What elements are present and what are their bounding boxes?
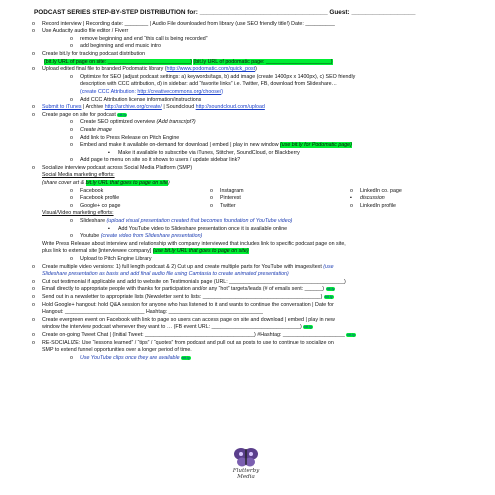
step-audacity: o Use Audacity audio file editor / Fiverr (32, 28, 129, 35)
butterfly-icon (233, 446, 259, 468)
step-create-page: o Create page on site for podcast bit.ly (32, 111, 127, 118)
press-upload: o Upload to Pitch Engine Library (70, 256, 152, 262)
document-body (22, 9, 482, 362)
bitly-podomatic-highlight: (bit.ly URL of podomatic page: ______________________) (193, 58, 333, 65)
itunes-link[interactable]: Submit to iTunes (42, 104, 82, 111)
smm-row-2: o Facebook profile o Pinterest ▪ discussion (70, 195, 385, 202)
smm-heading: Social Media marketing efforts: (42, 172, 115, 179)
bitly-site-highlight: (bit.ly URL of page on site: ____________________________) (44, 58, 192, 65)
step-hangout-cont: Hangout: ___________________________ Hashtag: ________________________________ (42, 309, 263, 316)
substep-seo-cont: description with CCC attribution, d) in sidebar: add “favorite links” i.e. Twitter, FB, download from Slideshare… (80, 81, 337, 88)
smm-row-1: o Facebook o Instagram o LinkedIn co. page (70, 187, 402, 194)
step-upload: o Upload edited final file to branded Podomatic library (http://www.podomatic.com/quick_post) (32, 66, 257, 73)
logo-line-1: Flutterby (232, 468, 260, 474)
bitly-lines (22, 59, 482, 67)
vmm-slideshare: o Slideshare (upload visual presentation created that becomes foundation of YouTube video) (70, 218, 293, 225)
bitly-tag: bit.ly (326, 287, 335, 292)
step-fb-event-cont: window the interview podcast whenever they want to … (FB event URL: ______________________________) bit.ly (42, 324, 313, 331)
step-fb-event: o Create evergreen event on Facebook with link to page so users can access page on site and download | embed | play in new (32, 316, 335, 323)
vmm-youtube: o Youtube (create video from Slideshare presentation) (70, 233, 203, 240)
press-bitly-highlight: (use bit.ly URL that goes to page on site) (152, 248, 249, 255)
step-testimonial: o Cut out testimonial if applicable and add to website on Testimonials page (URL: _______________________________________) (32, 278, 346, 285)
step-socialize: o Socialize interview podcast across Social Media Platform (SMP) (32, 164, 193, 171)
substep-image: o Create image (70, 126, 112, 133)
podomatic-link[interactable]: http://www.podomatic.com/quick_post (166, 66, 256, 73)
archive-link[interactable]: http://archive.org/create/ (104, 104, 162, 111)
substep-ccc: (create CCC Attribution: http://creativecommons.org/choose/) (80, 88, 224, 95)
step-video-versions: o Create multiple video versions: 1) full length podcast & 2) Cut up and create multiple parts for YouTube with images/text (use (32, 263, 334, 270)
bitly-tag: bit.ly (304, 325, 313, 330)
flutterby-logo (222, 446, 270, 490)
vmm-add-youtube: ▪ Add YouTube video to Slideshare presentation once it is available online (108, 225, 288, 232)
creativecommons-link[interactable]: http://creativecommons.org/choose/ (137, 88, 222, 95)
step-submit: o Submit to iTunes | Archive http://archive.org/create/ | Soundcloud http://soundcloud.com/upload (32, 104, 265, 111)
substep-remove: o remove beginning and end “this call is being recorded” (70, 35, 208, 42)
press-release-2: plus link to external site [interviewee company] (use bit.ly URL that goes to page on site) (42, 248, 249, 255)
substep-embed: o Embed and make it available on-demand for download | embed | play in new window (use bit.ly for Podomatic page) (70, 142, 352, 149)
smm-bitly-highlight: bit.ly URL that goes to page on site (85, 180, 168, 187)
substep-add-music: o add beginning and end music intro (70, 43, 161, 50)
step-hangout: o Hold Google+ hangout: hold Q&A session for anyone who has listened to it and wants to continue the conversation | Date for (32, 301, 334, 308)
logo-line-2: Media (237, 474, 255, 480)
soundcloud-link[interactable]: http://soundcloud.com/upload (195, 104, 265, 111)
bitly-tag: bit.ly (324, 294, 333, 299)
substep-youtube-clips: o Use YouTube clips once they are available bit.ly (70, 354, 190, 361)
substep-subscribe: ▪ Make it available to subscribe via iTunes, Stitcher, SoundCloud, or Blackberry (108, 149, 300, 156)
substep-press-link: o Add link to Press Release on Pitch Engine (70, 134, 180, 141)
vmm-heading: Visual/Video marketing efforts: (42, 210, 114, 217)
substep-seo: o Optimize for SEO (adjust podcast settings: a) keywords/tags, b) add image (create 1400px x 1400px), c) SEO friendly (70, 73, 356, 80)
step-record: o Record interview | Recording date: ________ | Audio File downloaded from library (use SEO friendly title!) Date: __________ (32, 20, 335, 27)
substep-menu: o Add page to menu on site so it shows to users / update sidebar link? (70, 157, 241, 164)
smm-row-3: o Google+ co page o Twitter o LinkedIn profile (70, 202, 396, 209)
podomatic-highlight: (use bit.ly for Podomatic page) (280, 142, 352, 149)
press-release-1: Write Press Release about interview and relationship with company interviewed that includes link to specific podcast page on site, (42, 240, 346, 247)
bitly-tag: bit.ly (347, 332, 356, 337)
step-bitly: o Create bit.ly for tracking podcast distribution (32, 50, 146, 57)
smm-subheading: (share cover art & bit.ly URL that goes to page on site) (42, 180, 170, 187)
substep-overview: o Create SEO optimized overview (Add transcript?) (70, 119, 196, 126)
step-tweet-chat: o Create on-going Tweet Chat | (Initial Tweet: _____________________________________) #Hashtag: _____________________ bit.ly (32, 331, 356, 338)
bitly-tag: bit.ly (182, 355, 190, 360)
step-email: o Email directly to appropriate people with thanks for participation and/or any “hot” targets/leads (# of emails sent: ______) bit.ly (32, 286, 335, 293)
step-resocialize-cont: SMP to extend funnel opportunities over a longer period of time. (42, 347, 192, 354)
step-resocialize: o RE-SOCIALIZE: Use “lessons learned” / “tips” / “quotes” from podcast and pull out as posts to use to continue to socialize on (32, 339, 334, 346)
page-title: PODCAST SERIES STEP-BY-STEP DISTRIBUTION for: ____________________________________ Guest: __________________ (34, 9, 416, 16)
step-video-versions-cont: Slideshare presentation as basis and add final audio file using Camtasia to create animated presentation) (42, 271, 289, 278)
step-newsletter: o Send out in a newsletter to appropriate lists (Newsletter sent to lists: ________________________________________) bit.ly (32, 293, 333, 300)
bitly-tag: bit.ly (118, 112, 127, 117)
substep-ccc-license: o Add CCC Attribution license information/instructions (70, 96, 202, 103)
